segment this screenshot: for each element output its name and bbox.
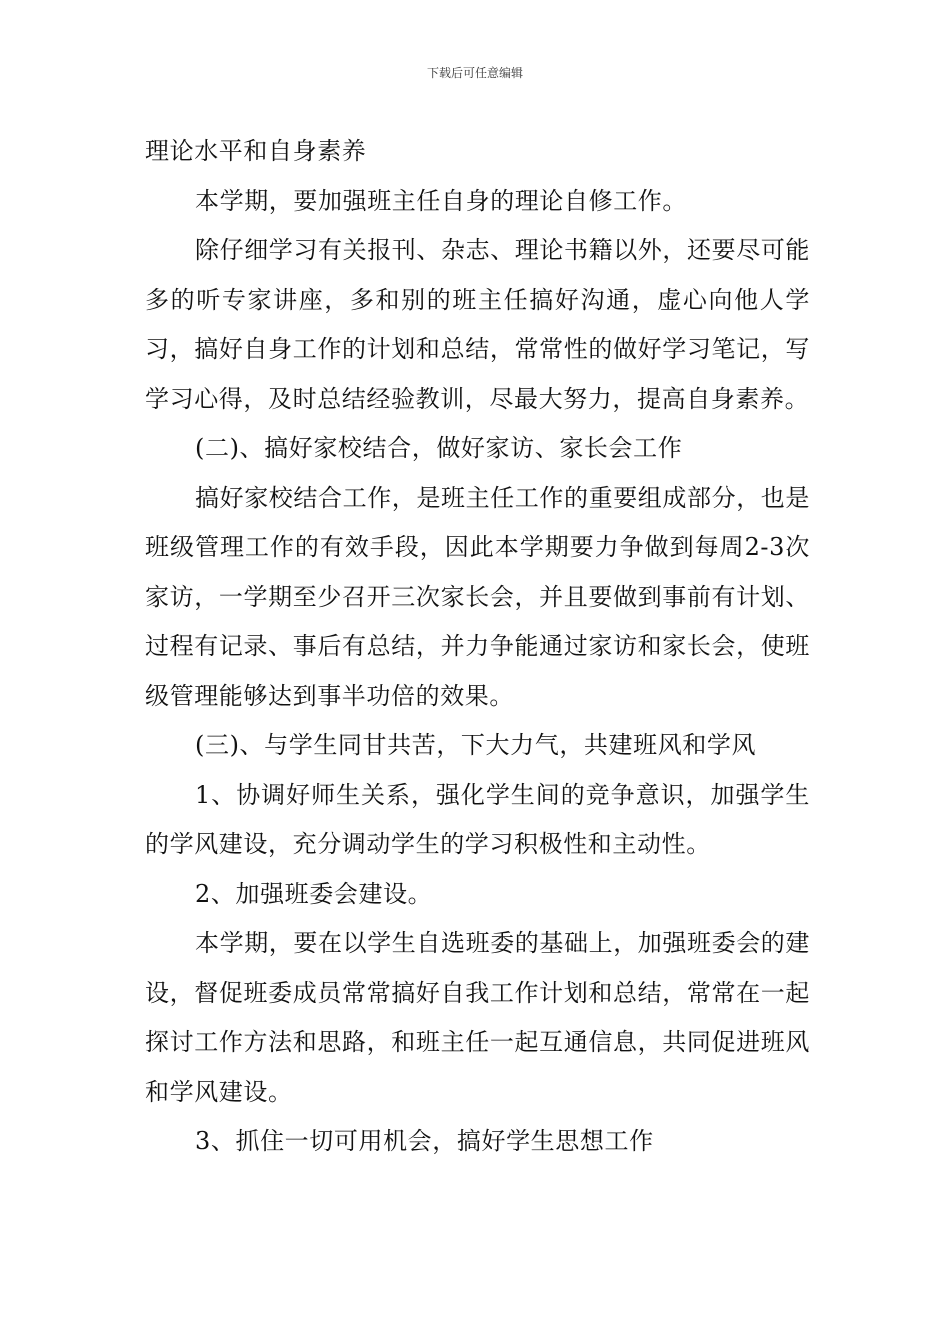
paragraph: 本学期，要在以学生自选班委的基础上，加强班委会的建设，督促班委成员常常搞好自我工作计划和总结，常常在一起探讨工作方法和思路，和班主任一起互通信息，共同促进班风和学风建设。	[145, 929, 810, 1106]
paragraph-continuation: 理论水平和自身素养	[145, 137, 367, 165]
document-body	[145, 127, 810, 1167]
paragraph: 本学期，要加强班主任自身的理论自修工作。	[195, 186, 687, 215]
paragraph: 除仔细学习有关报刊、杂志、理论书籍以外，还要尽可能多的听专家讲座，多和别的班主任搞好沟通，虚心向他人学习，搞好自身工作的计划和总结，常常性的做好学习笔记，写学习心得，及时总结经验教训，尽最大努力，提高自身素养。	[145, 236, 810, 413]
list-item: 1、协调好师生关系，强化学生间的竞争意识，加强学生的学风建设，充分调动学生的学习积极性和主动性。	[145, 780, 810, 858]
paragraph: 搞好家校结合工作，是班主任工作的重要组成部分，也是班级管理工作的有效手段，因此本学期要力争做到每周2-3次家访，一学期至少召开三次家长会，并且要做到事前有计划、过程有记录、事后有总结，并力争能通过家访和家长会，使班级管理能够达到事半功倍的效果。	[145, 483, 810, 710]
list-item: 2、加强班委会建设。	[195, 879, 433, 908]
section-heading: (三)、与学生同甘共苦，下大力气，共建班风和学风	[195, 731, 757, 759]
page-header-note: 下载后可任意编辑	[426, 66, 523, 80]
list-item: 3、抓住一切可用机会，搞好学生思想工作	[195, 1127, 654, 1155]
section-heading: (二)、搞好家校结合，做好家访、家长会工作	[195, 434, 683, 462]
